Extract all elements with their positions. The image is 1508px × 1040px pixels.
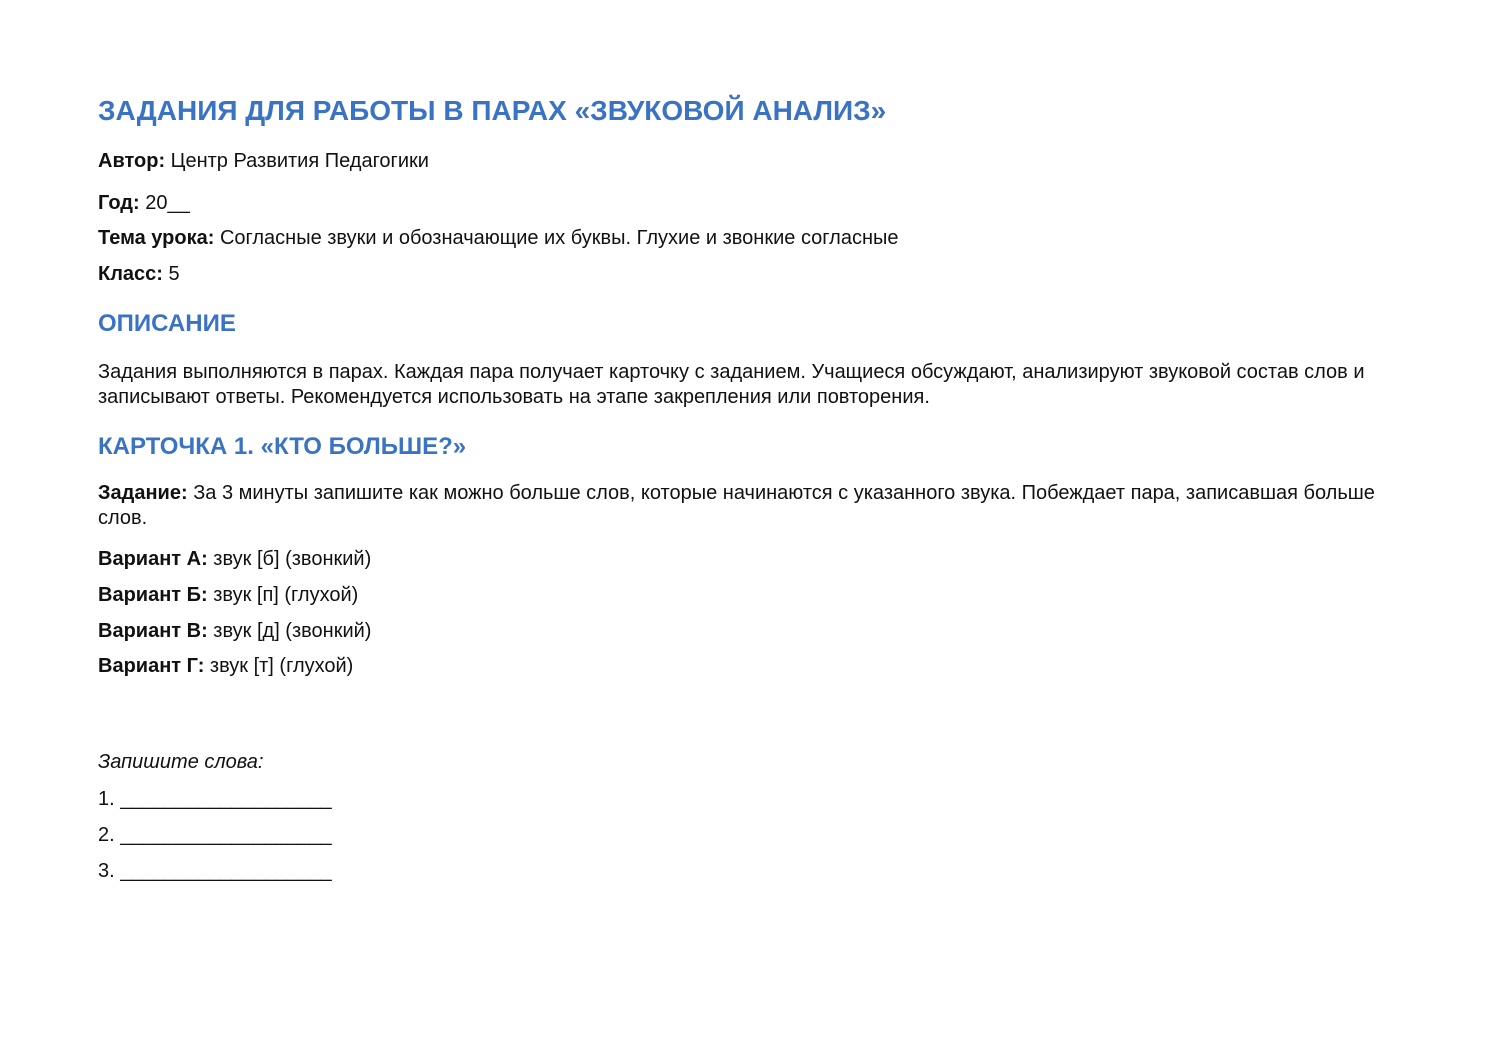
description-heading: ОПИСАНИЕ <box>98 310 236 337</box>
meta-author <box>98 149 429 174</box>
variant-b-value: звук [п] (глухой) <box>207 584 359 606</box>
variant-v-value: звук [д] (звонкий) <box>207 620 372 642</box>
meta-topic-value: Согласные звуки и обозначающие их буквы. Глухие и звонкие согласные <box>214 227 899 249</box>
variant-g-value: звук [т] (глухой) <box>204 655 354 677</box>
answer-blank-1[interactable]: 1. ___________________ <box>98 788 332 810</box>
meta-year-value: 20__ <box>139 192 190 214</box>
meta-grade <box>98 262 180 287</box>
meta-year <box>98 191 190 216</box>
meta-grade-label: Класс: <box>98 263 163 285</box>
variant-a-label: Вариант А: <box>98 548 208 570</box>
variant-v <box>98 619 371 644</box>
meta-year-label: Год: <box>98 192 140 214</box>
document-title: ЗАДАНИЯ ДЛЯ РАБОТЫ В ПАРАХ «ЗВУКОВОЙ АНАЛИЗ» <box>98 95 887 126</box>
variant-b <box>98 583 358 608</box>
card1-task <box>98 481 1410 531</box>
card1-task-label: Задание: <box>98 482 188 504</box>
meta-author-value: Центр Развития Педагогики <box>165 150 429 172</box>
meta-grade-value: 5 <box>162 263 180 285</box>
variant-g <box>98 654 353 679</box>
answer-blank-2[interactable]: 2. ___________________ <box>98 824 332 846</box>
description-text: Задания выполняются в парах. Каждая пара получает карточку с заданием. Учащиеся обсуждают, анализируют звуковой состав слов и записывают ответы. Рекомендуется использовать на этапе закрепления или повторения. <box>98 361 1365 408</box>
card1-task-text: За 3 минуты запишите как можно больше слов, которые начинаются с указанного звука. Побеждает пара, записавшая больше слов. <box>98 482 1375 529</box>
answer-blank-3[interactable]: 3. ___________________ <box>98 860 332 882</box>
write-prompt: Запишите слова: <box>98 751 264 773</box>
variant-v-label: Вариант В: <box>98 620 208 642</box>
meta-author-label: Автор: <box>98 150 166 172</box>
variant-g-label: Вариант Г: <box>98 655 205 677</box>
meta-topic-label: Тема урока: <box>98 227 215 249</box>
variant-a-value: звук [б] (звонкий) <box>207 548 372 570</box>
variant-a <box>98 547 371 572</box>
variant-b-label: Вариант Б: <box>98 584 208 606</box>
card1-heading: КАРТОЧКА 1. «КТО БОЛЬШЕ?» <box>98 433 467 460</box>
meta-topic <box>98 226 899 251</box>
